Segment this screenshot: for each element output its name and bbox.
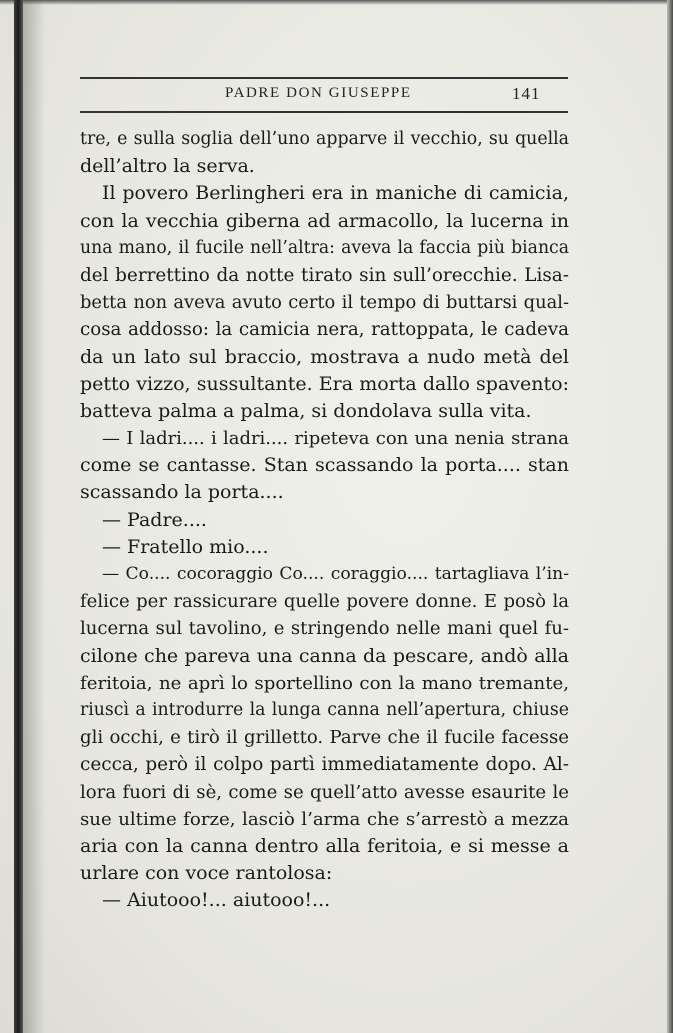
text-line: — Padre.... xyxy=(102,508,207,531)
text-line: Il povero Berlingheri era in maniche di camicia, xyxy=(102,182,569,205)
text-line: gli occhi, e tirò il grilletto. Parve che il fucile facesse xyxy=(80,727,569,749)
text-line: — Co.... cocoraggio Co.... coraggio.... tartagliava l’in- xyxy=(102,564,569,584)
binding-shadow xyxy=(23,0,45,1033)
text-line: feritoia, ne aprì lo sportellino con la mano tremante, xyxy=(80,672,569,694)
text-line: aria con la canna dentro alla feritoia, e si messe a xyxy=(80,834,569,857)
text-line: urlare con voce rantolosa: xyxy=(80,862,333,885)
text-line: tre, e sulla soglia dell’uno apparve il vecchio, su quella xyxy=(80,129,569,149)
text-line: cecca, però il colpo partì immediatamente dopo. Al- xyxy=(80,754,569,776)
header-rule-top xyxy=(80,77,568,79)
page-number: 141 xyxy=(512,84,541,103)
text-line: dell’altro la serva. xyxy=(80,155,255,178)
text-line: lora fuori di sè, come se quell’atto avesse esaurite le xyxy=(80,781,569,803)
text-line: — Fratello mio.... xyxy=(102,535,269,558)
text-line: lucerna sul tavolino, e stringendo nelle mani quel fu- xyxy=(80,618,569,640)
running-head xyxy=(80,85,568,107)
text-line: batteva palma a palma, si dondolava sulla vita. xyxy=(80,399,532,422)
text-line: del berrettino da notte tirato sin sull’orecchie. Lisa- xyxy=(80,264,569,286)
body-text xyxy=(80,126,569,914)
text-line: felice per rassicurare quelle povere donne. E posò la xyxy=(80,591,569,613)
text-line: cosa addosso: la camicia nera, rattoppata, le cadeva xyxy=(80,319,569,341)
text-line: betta non aveva avuto certo il tempo di buttarsi qual- xyxy=(80,292,569,314)
text-line: — I ladri.... i ladri.... ripeteva con una nenia strana xyxy=(102,428,569,450)
text-line: sue ultime forze, lasciò l’arma che s’arrestò a mezza xyxy=(80,808,569,830)
page-right-edge xyxy=(667,0,673,1033)
page-top-edge xyxy=(0,0,673,5)
text-line: scassando la porta.... xyxy=(80,481,284,504)
text-line: cilone che pareva una canna da pescare, andò alla xyxy=(80,644,569,667)
header-rule-bottom xyxy=(80,111,568,113)
running-title: PADRE DON GIUSEPPE xyxy=(225,85,412,101)
book-binding-edge xyxy=(14,0,23,1033)
text-line: petto vizzo, sussultante. Era morta dallo spavento: xyxy=(80,372,569,395)
text-line: con la vecchia giberna ad armacollo, la lucerna in xyxy=(80,209,569,232)
text-line: una mano, il fucile nell’altra: aveva la faccia più bianca xyxy=(80,237,569,258)
text-line: da un lato sul braccio, mostrava a nudo metà del xyxy=(80,345,569,368)
text-line: come se cantasse. Stan scassando la porta.... stan xyxy=(80,454,569,477)
text-line: riuscì a introdurre la lunga canna nell’apertura, chiuse xyxy=(80,699,569,720)
text-line: — Aiutooo!... aiutooo!... xyxy=(102,889,331,912)
